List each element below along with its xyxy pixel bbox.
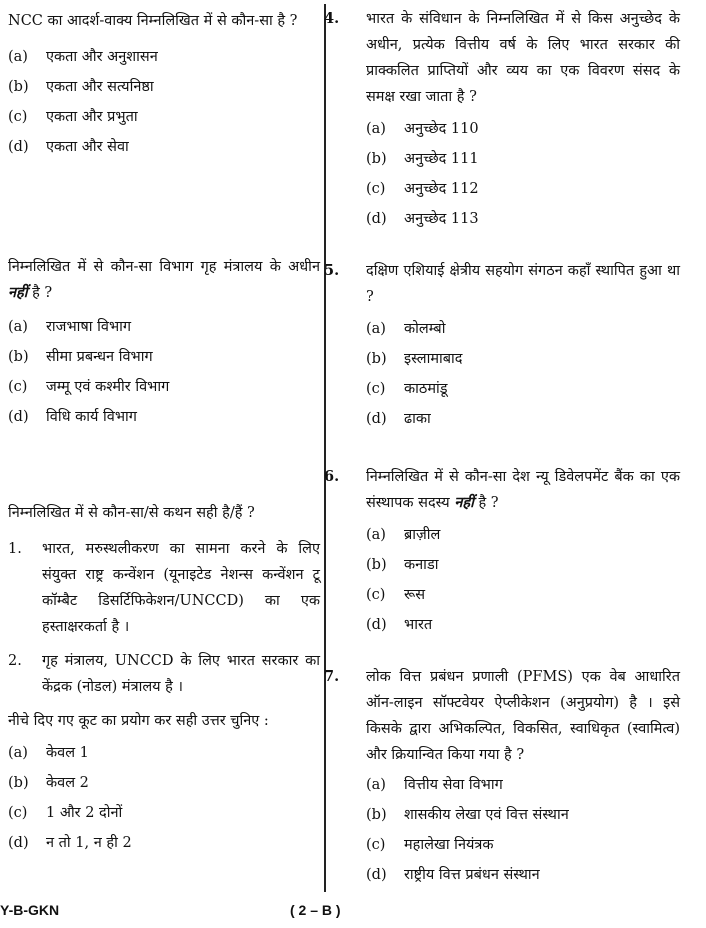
option-label: (b) [366,351,387,367]
option-label: (d) [8,139,29,155]
question-1-text: NCC का आदर्श-वाक्य निम्नलिखित में से कौन-सा है ? [8,13,298,29]
option-label: (c) [8,805,28,821]
option-label: (a) [366,121,386,137]
option-label: (a) [366,777,386,793]
option-text: अनुच्छेद 110 [404,121,479,137]
option-label: (d) [8,835,29,851]
option-text: विधि कार्य विभाग [46,409,137,425]
option-d [8,828,320,858]
option-text: अनुच्छेद 111 [404,151,479,167]
option-label: (c) [8,379,28,395]
option-label: (c) [366,587,386,603]
option-b [8,768,320,798]
question-3-text: निम्नलिखित में से कौन-सा/से कथन सही है/हैं ? [8,505,255,521]
option-label: (b) [8,775,29,791]
question-6-text-end: है ? [478,495,499,511]
option-text: एकता और सेवा [46,139,129,155]
option-label: (b) [8,349,29,365]
option-c [366,830,680,860]
statement-1 [8,536,320,640]
option-label: (d) [366,211,387,227]
question-6-text [366,464,680,516]
option-d [366,610,680,640]
option-label: (c) [366,181,386,197]
option-text: केवल 2 [46,775,89,791]
option-label: (a) [8,745,28,761]
option-c [366,374,680,404]
option-text: एकता और प्रभुता [46,109,138,125]
option-b [366,550,680,580]
option-d [366,860,680,890]
option-text: वित्तीय सेवा विभाग [404,777,503,793]
statement-number: 1. [8,541,22,557]
question-4 [324,6,680,234]
option-c [8,798,320,828]
option-b [8,72,320,102]
question-5 [324,258,680,434]
option-label: (c) [366,381,386,397]
question-6-negation: नहीं [454,494,474,511]
question-3 [8,500,320,858]
option-text: इस्लामाबाद [404,351,463,367]
option-d [8,132,320,162]
question-2 [8,254,320,432]
question-3-options [8,738,320,858]
question-4-options [366,114,680,234]
option-text: शासकीय लेखा एवं वित्त संस्थान [404,807,569,823]
option-b [366,344,680,374]
option-text: राष्ट्रीय वित्त प्रबंधन संस्थान [404,867,540,883]
statement-text: भारत, मरुस्थलीकरण का सामना करने के लिए संयुक्त राष्ट्र कन्वेंशन (यूनाइटेड नेशन्स कन्वेंशन टू कॉम्बैट डिसर्टिफिकेशन/UNCCD) का एक हस्ताक्षरकर्ता है । [42,541,320,635]
option-label: (d) [366,867,387,883]
option-a [366,520,680,550]
question-6-options [366,520,680,640]
option-label: (d) [8,409,29,425]
statement-number: 2. [8,653,22,669]
question-2-negation: नहीं [8,284,28,301]
option-text: केवल 1 [46,745,89,761]
question-5-text: दक्षिण एशियाई क्षेत्रीय सहयोग संगठन कहाँ स्थापित हुआ था ? [366,263,680,305]
option-a [8,312,320,342]
option-label: (a) [8,319,28,335]
option-text: कोलम्बो [404,321,446,337]
option-text: एकता और सत्यनिष्ठा [46,79,154,95]
option-text: कनाडा [404,557,439,573]
question-3-instruction: नीचे दिए गए कूट का प्रयोग कर सही उत्तर चुनिए : [8,713,269,729]
statement-2 [8,648,320,700]
option-text: अनुच्छेद 113 [404,211,479,227]
option-text: 1 और 2 दोनों [46,805,123,821]
option-d [366,204,680,234]
question-6-body [366,464,680,640]
question-6 [324,464,680,640]
option-a [366,314,680,344]
option-label: (b) [8,79,29,95]
question-7-body [366,664,680,890]
option-text: अनुच्छेद 112 [404,181,479,197]
question-2-text-end: है ? [32,285,53,301]
question-2-options [8,312,320,432]
option-b [366,144,680,174]
option-text: सीमा प्रबन्धन विभाग [46,349,153,365]
option-d [8,402,320,432]
option-label: (b) [366,557,387,573]
question-4-text: भारत के संविधान के निम्नलिखित में से किस अनुच्छेद के अधीन, प्रत्येक वित्तीय वर्ष के लिए भारत सरकार की प्राक्कलित प्राप्तियों और व्यय का एक विवरण संसद के समक्ष रखा जाता है ? [366,11,680,105]
option-text: जम्मू एवं कश्मीर विभाग [46,379,170,395]
option-label: (a) [366,527,386,543]
question-6-text-main: निम्नलिखित में से कौन-सा देश न्यू डिवेलपमेंट बैंक का एक संस्थापक सदस्य [366,469,680,511]
question-7 [324,664,680,890]
question-4-number: 4. [324,10,340,27]
option-label: (a) [366,321,386,337]
option-text: न तो 1, न ही 2 [46,835,132,851]
option-c [366,174,680,204]
option-a [8,738,320,768]
option-a [8,42,320,72]
option-c [8,372,320,402]
question-7-number: 7. [324,668,340,685]
option-label: (b) [366,807,387,823]
option-label: (d) [366,617,387,633]
option-c [366,580,680,610]
question-7-options [366,770,680,890]
option-text: भारत [404,617,433,633]
question-4-body [366,6,680,234]
question-2-text [8,254,320,306]
option-text: एकता और अनुशासन [46,49,158,65]
question-6-number: 6. [324,468,340,485]
paper-code: Y-B-GKN [0,902,60,918]
option-d [366,404,680,434]
option-label: (d) [366,411,387,427]
option-text: महालेखा नियंत्रक [404,837,494,853]
option-label: (b) [366,151,387,167]
column-divider [324,4,326,892]
option-label: (a) [8,49,28,65]
option-text: ढाका [404,411,431,427]
option-label: (c) [366,837,386,853]
option-text: राजभाषा विभाग [46,319,132,335]
option-a [366,770,680,800]
option-text: ब्राज़ील [404,527,441,543]
option-c [8,102,320,132]
option-label: (c) [8,109,28,125]
question-5-body [366,258,680,434]
option-b [8,342,320,372]
question-2-text-main: निम्नलिखित में से कौन-सा विभाग गृह मंत्रालय के अधीन [8,259,320,275]
question-7-text: लोक वित्त प्रबंधन प्रणाली (PFMS) एक वेब आधारित ऑन-लाइन सॉफ्टवेयर ऐप्लीकेशन (अनुप्रयोग) है । इसे किसके द्वारा अभिकल्पित, विकसित, स्वाधिकृत (स्वामित्व) और क्रियान्वित किया गया है ? [366,669,680,763]
option-text: रूस [404,587,426,603]
question-5-number: 5. [324,262,340,279]
question-5-options [366,314,680,434]
option-text: काठमांडू [404,381,448,397]
question-1 [8,8,320,162]
option-b [366,800,680,830]
page-number: ( 2 – B ) [290,902,341,918]
option-a [366,114,680,144]
statement-text: गृह मंत्रालय, UNCCD के लिए भारत सरकार का केंद्रक (नोडल) मंत्रालय है । [42,653,320,695]
question-1-options [8,42,320,162]
